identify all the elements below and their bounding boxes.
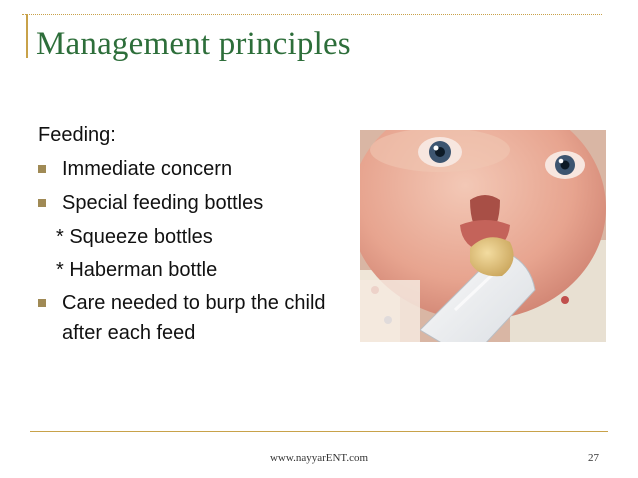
footer-divider: [30, 431, 608, 432]
sub-item: * Haberman bottle: [56, 259, 218, 281]
title-accent-bar: [26, 14, 28, 58]
page-number: 27: [588, 452, 599, 464]
section-heading: Feeding:: [38, 124, 116, 146]
infant-feeding-illustration: [360, 130, 606, 342]
bullet-text: Immediate concern: [62, 158, 233, 180]
bullet-item: [38, 186, 338, 220]
slide-title: Management principles: [36, 26, 351, 62]
bullet-text: Special feeding bottles: [62, 192, 264, 214]
slide-body: [38, 118, 338, 348]
sub-item: * Squeeze bottles: [56, 226, 213, 248]
bullet-item: [38, 152, 338, 186]
footer-website: www.nayyarENT.com: [269, 452, 369, 464]
infant-feeding-photo: [360, 130, 606, 342]
bullet-text: Care needed to burp the child after each feed: [62, 292, 326, 344]
square-bullet-icon: [38, 299, 46, 307]
square-bullet-icon: [38, 199, 46, 207]
top-divider: [22, 14, 602, 15]
square-bullet-icon: [38, 165, 46, 173]
bullet-item: [38, 286, 338, 348]
